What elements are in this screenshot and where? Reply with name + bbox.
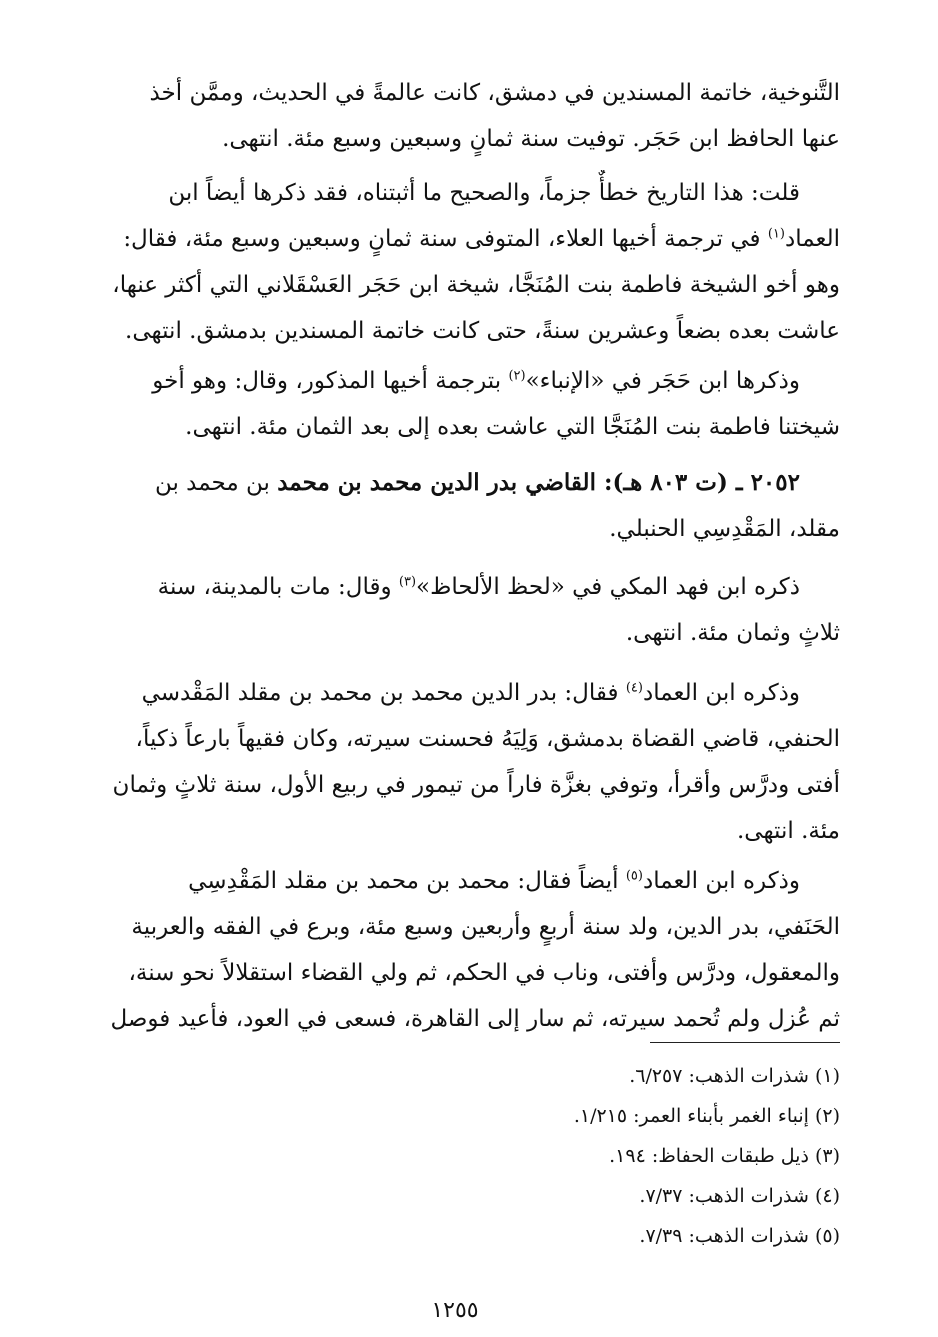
footnote: (٥) شذرات الذهب: ٧/٣٩. (639, 1225, 840, 1247)
text-line: ثلاثٍ وثمان مئة. انتهى. (625, 620, 840, 646)
text-line: الحنفي، قاضي القضاة بدمشق، وَلِيَهُ فحسنت سيرته، وكان فقيهاً بارعاً ذكياً، (135, 726, 840, 752)
paragraph-5 (70, 564, 840, 656)
paragraph-2 (70, 170, 840, 354)
text-line: أفتى ودرَّس وأقرأ، وتوفي بغزَّة فاراً من تيمور في ربيع الأول، سنة ثلاثٍ وثمان (112, 772, 840, 798)
paragraph-7 (70, 858, 840, 1042)
text-line: وذكره ابن العماد$^{(٤)}$ فقال: بدر الدين محمد بن محمد بن مقلد المَقْدسي (141, 680, 800, 706)
footnote-ref: (٣) (398, 574, 417, 590)
paragraph-1 (70, 70, 840, 162)
footnotes (70, 1056, 840, 1256)
text-line: والمعقول، ودرَّس وأفتى، وناب في الحكم، ثم ولي القضاء استقلالاً نحو سنة، (128, 960, 840, 986)
text-line: وذكرها ابن حَجَر في «الإنباء»$^{(٢)}$ بترجمة أخيها المذكور، وقال: وهو أخو (152, 368, 800, 394)
document-page (70, 70, 840, 1323)
text-line: مئة. انتهى. (736, 818, 840, 844)
text-line: العماد$^{(١)}$ في ترجمة أخيها العلاء، المتوفى سنة ثمانٍ وسبعين وسبع مئة، فقال: (123, 226, 840, 252)
footnote-divider (650, 1042, 840, 1043)
text-line: ذكره ابن فهد المكي في «لحظ الألحاظ»$^{(٣)}$ وقال: مات بالمدينة، سنة (157, 574, 800, 600)
page-number: ١٢٥٥ (431, 1298, 479, 1323)
footnote-ref: (٢) (508, 368, 526, 384)
footnote: (١) شذرات الذهب: ٦/٢٥٧. (629, 1065, 840, 1087)
footnote: (٤) شذرات الذهب: ٧/٣٧. (639, 1185, 840, 1207)
text-line: ثم عُزل ولم تُحمد سيرته، ثم سار إلى القاهرة، فسعى في العود، فأعيد فوصل (110, 1006, 840, 1032)
entry-heading (70, 460, 840, 552)
footnote-ref: (٥) (625, 868, 643, 884)
text-line: الحَنَفي، بدر الدين، ولد سنة أربعٍ وأربعين وسبع مئة، وبرع في الفقه والعربية (131, 914, 840, 940)
footnote-ref: (١) (767, 226, 785, 242)
text-line: التَّنوخية، خاتمة المسندين في دمشق، كانت عالمةً في الحديث، وممَّن أخذ (149, 80, 840, 106)
text-line: وهو أخو الشيخة فاطمة بنت المُنَجَّا، شيخة ابن حَجَر العَسْقَلاني التي أكثر عنها، (112, 272, 840, 298)
text-line: ٢٠٥٢ ـ (ت ٨٠٣ هـ): القاضي بدر الدين محمد بن محمد بن محمد بن (154, 469, 800, 496)
paragraph-6 (70, 670, 840, 854)
text-line: قلت: هذا التاريخ خطأٌ جزماً، والصحيح ما أثبتناه، فقد ذكرها أيضاً ابن (168, 180, 800, 206)
text-line: عاشت بعده بضعاً وعشرين سنةً، حتى كانت خاتمة المسندين بدمشق. انتهى. (125, 318, 840, 344)
paragraph-3 (70, 358, 840, 450)
text-line: وذكره ابن العماد$^{(٥)}$ أيضاً فقال: محمد بن محمد بن مقلد المَقْدِسِي (188, 868, 800, 894)
text-line: عنها الحافظ ابن حَجَر. توفيت سنة ثمانٍ وسبعين وسبع مئة. انتهى. (222, 126, 840, 152)
text-line: شيختنا فاطمة بنت المُنَجَّا التي عاشت بعده إلى بعد الثمان مئة. انتهى. (185, 414, 840, 440)
text-line: مقلد، المَقْدِسِي الحنبلي. (609, 516, 840, 542)
footnote: (٢) إنباء الغمر بأبناء العمر: ١/٢١٥. (573, 1105, 840, 1127)
footnote-ref: (٤) (625, 680, 643, 696)
entry-title: ٢٠٥٢ ـ (ت ٨٠٣ هـ): القاضي بدر الدين محمد بن محمد (277, 469, 800, 496)
footnote: (٣) ذيل طبقات الحفاظ: ١٩٤. (609, 1145, 840, 1167)
